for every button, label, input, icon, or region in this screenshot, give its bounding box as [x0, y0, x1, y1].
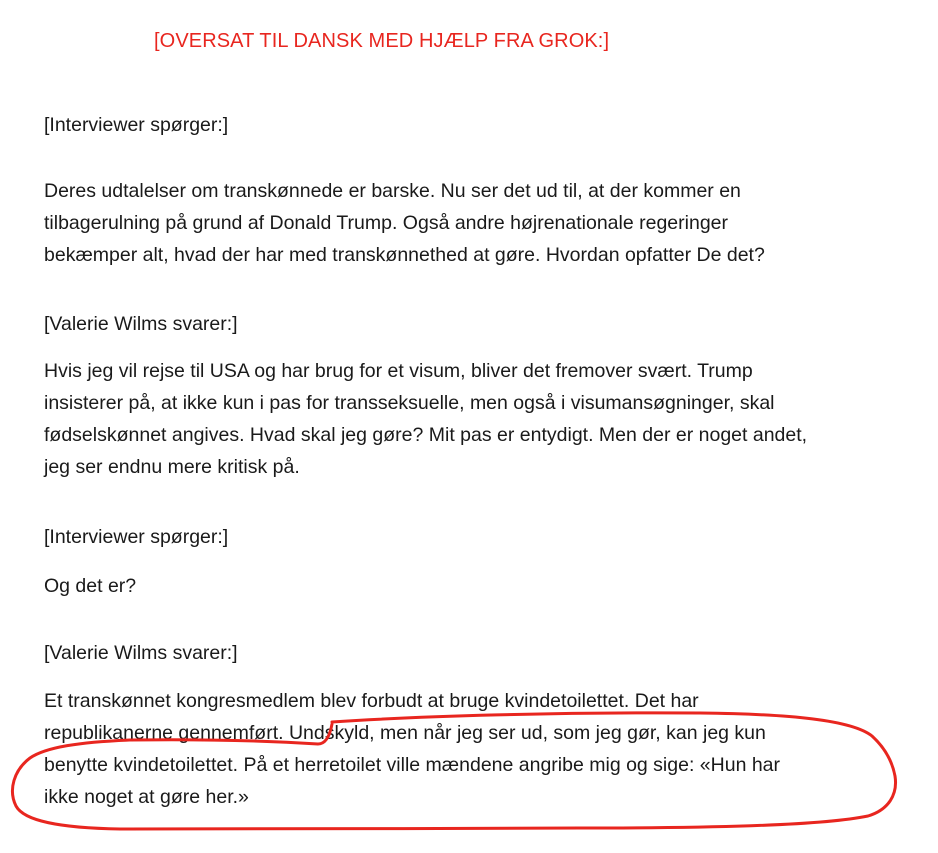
answerer-label-2: [Valerie Wilms svarer:] — [44, 642, 238, 664]
text-line: republikanerne gennemført. Undskyld, men når jeg ser ud, som jeg gør, kan jeg kun — [44, 722, 766, 744]
text-line: benytte kvindetoilettet. På et herretoilet ville mændene angribe mig og sige: «Hun har — [44, 754, 781, 776]
answerer-label-1: [Valerie Wilms svarer:] — [44, 313, 238, 335]
answer-paragraph-1 — [44, 355, 807, 483]
text-line: Deres udtalelser om transkønnede er barske. Nu ser det ud til, at der kommer en — [44, 180, 741, 202]
text-line: bekæmper alt, hvad der har med transkønnethed at gøre. Hvordan opfatter De det? — [44, 244, 765, 266]
answer-paragraph-2 — [44, 685, 780, 813]
text-line: ikke noget at gøre her.» — [44, 786, 249, 808]
text-line: insisterer på, at ikke kun i pas for transseksuelle, men også i visumansøgninger, skal — [44, 392, 775, 414]
translation-note: [OVERSAT TIL DANSK MED HJÆLP FRA GROK:] — [154, 30, 610, 52]
interviewer-label-2: [Interviewer spørger:] — [44, 526, 229, 548]
text-line: tilbagerulning på grund af Donald Trump. Også andre højrenationale regeringer — [44, 212, 729, 234]
text-line: Hvis jeg vil rejse til USA og har brug for et visum, bliver det fremover svært. Trump — [44, 360, 753, 382]
question-paragraph-2 — [44, 570, 136, 602]
interviewer-label-1: [Interviewer spørger:] — [44, 114, 229, 136]
text-line: jeg ser endnu mere kritisk på. — [44, 456, 300, 478]
text-line: fødselskønnet angives. Hvad skal jeg gøre? Mit pas er entydigt. Men der er noget andet, — [44, 424, 808, 446]
question-paragraph-1 — [44, 175, 765, 271]
text-line: Et transkønnet kongresmedlem blev forbudt at bruge kvindetoilettet. Det har — [44, 690, 699, 712]
text-line: Og det er? — [44, 575, 137, 597]
